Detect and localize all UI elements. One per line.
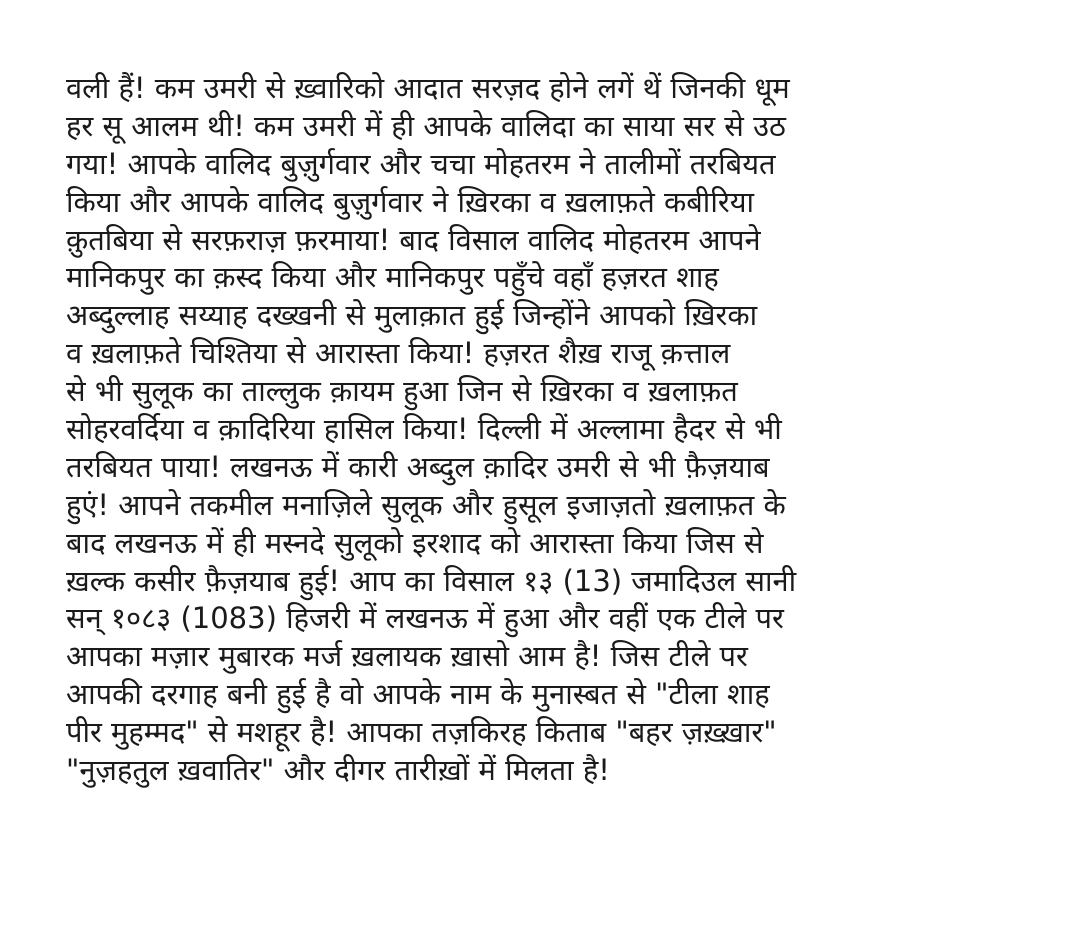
text-line-14: ख़ल्क कसीर फ़ैज़याब हुई! आप का विसाल १३ (13) जमादिउल सानी bbox=[66, 563, 797, 598]
text-line-12: हुएं! आपने तकमील मनाज़िले सुलूक और हुसूल इजाज़तो ख़लाफ़त के bbox=[66, 487, 786, 522]
text-line-18: पीर मुहम्मद" से मशहूर है! आपका तज़किरह किताब "बहर ज़ख़्ख़ार" bbox=[66, 715, 777, 750]
text-line-9: से भी सुलूक का ताल्लुक क़ायम हुआ जिन से ख़िरका व ख़लाफ़त bbox=[66, 374, 738, 409]
text-line-1: वली हैं! कम उमरी से ख़्वारिको आदात सरज़द होने लगें थें जिनकी धूम bbox=[66, 71, 790, 105]
text-line-2: हर सू आलम थी! कम उमरी में ही आपके वालिदा का साया सर से उठ bbox=[66, 108, 786, 143]
text-line-10: सोहरवर्दिया व क़ादिरिया हासिल किया! दिल्ली में अल्लामा हैदर से भी bbox=[66, 412, 782, 447]
text-line-11: तरबियत पाया! लखनऊ में कारी अब्दुल क़ादिर उमरी से भी फ़ैज़याब bbox=[66, 449, 770, 484]
text-line-8: व ख़लाफ़ते चिश्तिया से आरास्ता किया! हज़रत शैख़ राजू क़त्ताल bbox=[66, 336, 731, 371]
text-line-5: क़ुतबिया से सरफ़राज़ फ़रमाया! बाद विसाल वालिद मोहतरम आपने bbox=[66, 222, 761, 257]
paragraph bbox=[66, 70, 1026, 790]
text-line-15: सन् १०८३ (1083) हिजरी में लखनऊ में हुआ और वहीं एक टीले पर bbox=[66, 601, 784, 636]
text-line-7: अब्दुल्लाह सय्याह दख्खनी से मुलाक़ात हुई जिन्होंने आपको ख़िरका bbox=[66, 298, 758, 333]
text-line-4: किया और आपके वालिद बुज़ुर्गवार ने ख़िरका व ख़लाफ़ते कबीरिया bbox=[66, 184, 755, 219]
text-line-3: गया! आपके वालिद बुज़ुर्गवार और चचा मोहतरम ने तालीमों तरबियत bbox=[66, 146, 776, 181]
text-line-17: आपकी दरगाह बनी हुई है वो आपके नाम के मुनास्बत से "टीला शाह bbox=[66, 677, 770, 712]
text-line-16: आपका मज़ार मुबारक मर्ज ख़लायक ख़ासो आम है! जिस टीले पर bbox=[66, 639, 748, 674]
text-line-19: "नुज़हतुल ख़वातिर" और दीगर तारीख़ों में मिलता है! bbox=[66, 753, 610, 788]
text-line-13: बाद लखनऊ में ही मस्नदे सुलूको इरशाद को आरास्ता किया जिस से bbox=[66, 525, 764, 560]
text-line-6: मानिकपुर का क़स्द किया और मानिकपुर पहुँचे वहाँ हज़रत शाह bbox=[66, 260, 719, 295]
